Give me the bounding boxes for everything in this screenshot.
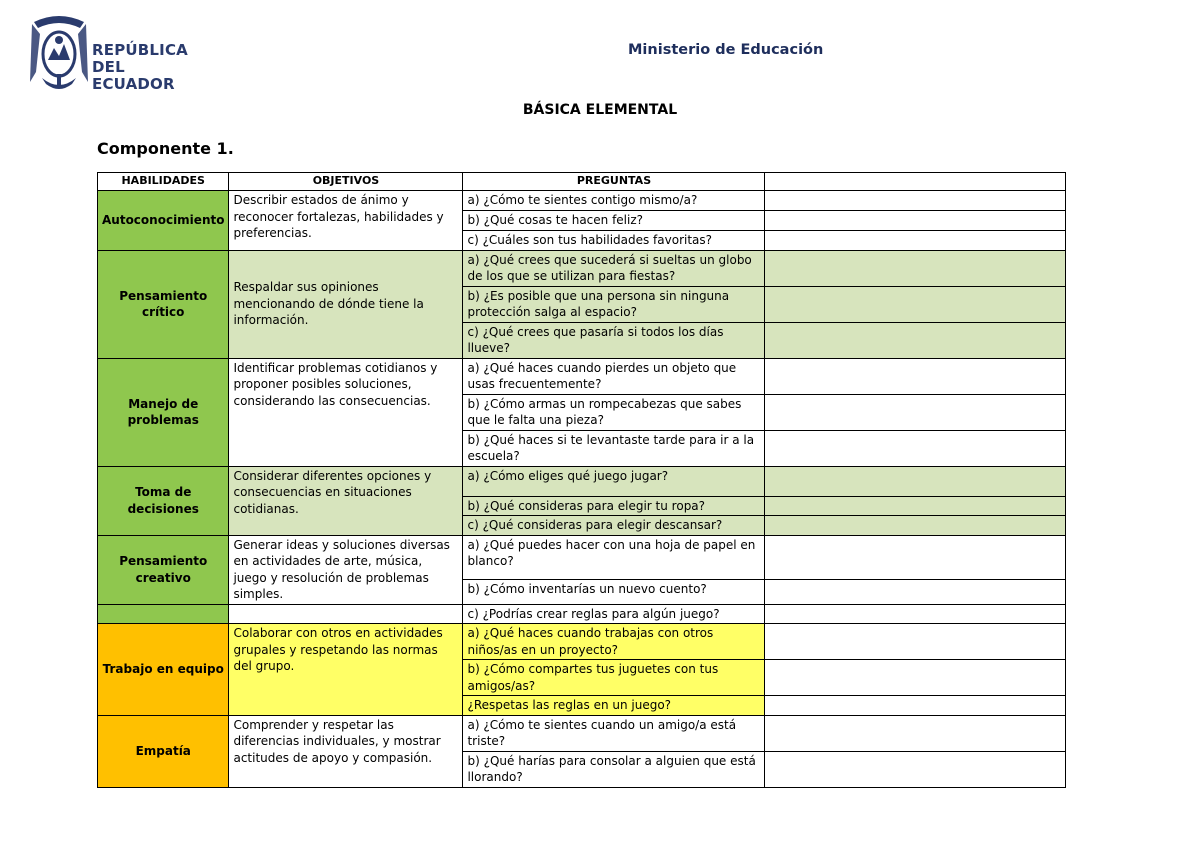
question-cell: c) ¿Podrías crear reglas para algún juego?: [463, 604, 765, 624]
question-cell: b) ¿Qué haces si te levantaste tarde para ir a la escuela?: [463, 430, 765, 466]
answer-cell[interactable]: [765, 696, 1066, 716]
objective-cell: Respaldar sus opiniones mencionando de dónde tiene la información.: [229, 250, 463, 358]
question-cell: b) ¿Qué cosas te hacen feliz?: [463, 211, 765, 231]
table-row: [98, 191, 1066, 211]
table-row: [98, 466, 1066, 496]
document-title: BÁSICA ELEMENTAL: [522, 102, 678, 118]
skill-cell: Toma de decisiones: [98, 466, 229, 535]
component-title: Componente 1.: [97, 139, 234, 158]
header-blank: [765, 173, 1066, 191]
question-cell: a) ¿Qué puedes hacer con una hoja de papel en blanco?: [463, 535, 765, 580]
table-row: [98, 715, 1066, 751]
header-habilidades: HABILIDADES: [98, 173, 229, 191]
skill-cell: Empatía: [98, 715, 229, 787]
country-line-1: REPÚBLICA: [92, 41, 188, 59]
question-cell: a) ¿Cómo te sientes cuando un amigo/a está triste?: [463, 715, 765, 751]
header-objetivos: OBJETIVOS: [229, 173, 463, 191]
question-cell: a) ¿Cómo te sientes contigo mismo/a?: [463, 191, 765, 211]
ecuador-logo: [28, 12, 198, 92]
objective-cell: Describir estados de ánimo y reconocer fortalezas, habilidades y preferencias.: [229, 191, 463, 251]
objective-cell: Considerar diferentes opciones y consecuencias en situaciones cotidianas.: [229, 466, 463, 535]
country-name: [92, 42, 198, 93]
answer-cell[interactable]: [765, 751, 1066, 787]
objective-cell: Generar ideas y soluciones diversas en actividades de arte, música, juego y resolución de problemas simples.: [229, 535, 463, 604]
coat-of-arms-icon: [28, 12, 90, 92]
answer-cell[interactable]: [765, 322, 1066, 358]
answer-cell[interactable]: [765, 580, 1066, 604]
answer-cell[interactable]: [765, 211, 1066, 231]
skills-table: [97, 172, 1066, 788]
skill-cell: Pensamiento crítico: [98, 250, 229, 358]
table-header-row: [98, 173, 1066, 191]
answer-cell[interactable]: [765, 496, 1066, 516]
question-cell: b) ¿Cómo compartes tus juguetes con tus amigos/as?: [463, 660, 765, 696]
skill-cell: Trabajo en equipo: [98, 624, 229, 716]
skill-cell: Manejo de problemas: [98, 358, 229, 466]
answer-cell[interactable]: [765, 250, 1066, 286]
answer-cell[interactable]: [765, 535, 1066, 580]
question-cell: a) ¿Cómo eliges qué juego jugar?: [463, 466, 765, 496]
question-cell: ¿Respetas las reglas en un juego?: [463, 696, 765, 716]
objective-cell: Identificar problemas cotidianos y proponer posibles soluciones, considerando las consecuencias.: [229, 358, 463, 466]
answer-cell[interactable]: [765, 191, 1066, 211]
answer-cell[interactable]: [765, 230, 1066, 250]
question-cell: c) ¿Qué crees que pasaría si todos los días llueve?: [463, 322, 765, 358]
question-cell: b) ¿Cómo inventarías un nuevo cuento?: [463, 580, 765, 604]
question-cell: c) ¿Qué consideras para elegir descansar?: [463, 516, 765, 536]
table-row: [98, 604, 1066, 624]
objective-cell: Colaborar con otros en actividades grupales y respetando las normas del grupo.: [229, 624, 463, 716]
answer-cell[interactable]: [765, 660, 1066, 696]
question-cell: b) ¿Cómo armas un rompecabezas que sabes que le falta una pieza?: [463, 394, 765, 430]
answer-cell[interactable]: [765, 394, 1066, 430]
answer-cell[interactable]: [765, 604, 1066, 624]
question-cell: b) ¿Es posible que una persona sin ninguna protección salga al espacio?: [463, 286, 765, 322]
answer-cell[interactable]: [765, 624, 1066, 660]
answer-cell[interactable]: [765, 516, 1066, 536]
answer-cell[interactable]: [765, 715, 1066, 751]
table-row: [98, 358, 1066, 394]
skill-cell-continued: [98, 604, 229, 624]
header-preguntas: PREGUNTAS: [463, 173, 765, 191]
ministry-name: Ministerio de Educación: [628, 42, 824, 58]
table-row: [98, 250, 1066, 286]
question-cell: b) ¿Qué consideras para elegir tu ropa?: [463, 496, 765, 516]
answer-cell[interactable]: [765, 286, 1066, 322]
objective-cell-continued: [229, 604, 463, 624]
answer-cell[interactable]: [765, 358, 1066, 394]
answer-cell[interactable]: [765, 466, 1066, 496]
country-line-2: DEL ECUADOR: [92, 58, 175, 93]
question-cell: a) ¿Qué crees que sucederá si sueltas un globo de los que se utilizan para fiestas?: [463, 250, 765, 286]
skill-cell: Autoconocimiento: [98, 191, 229, 251]
question-cell: b) ¿Qué harías para consolar a alguien que está llorando?: [463, 751, 765, 787]
table-row: [98, 624, 1066, 660]
question-cell: a) ¿Qué haces cuando trabajas con otros niños/as en un proyecto?: [463, 624, 765, 660]
objective-cell: Comprender y respetar las diferencias individuales, y mostrar actitudes de apoyo y compasión.: [229, 715, 463, 787]
skill-cell: Pensamiento creativo: [98, 535, 229, 604]
question-cell: a) ¿Qué haces cuando pierdes un objeto que usas frecuentemente?: [463, 358, 765, 394]
answer-cell[interactable]: [765, 430, 1066, 466]
question-cell: c) ¿Cuáles son tus habilidades favoritas?: [463, 230, 765, 250]
table-row: [98, 535, 1066, 580]
